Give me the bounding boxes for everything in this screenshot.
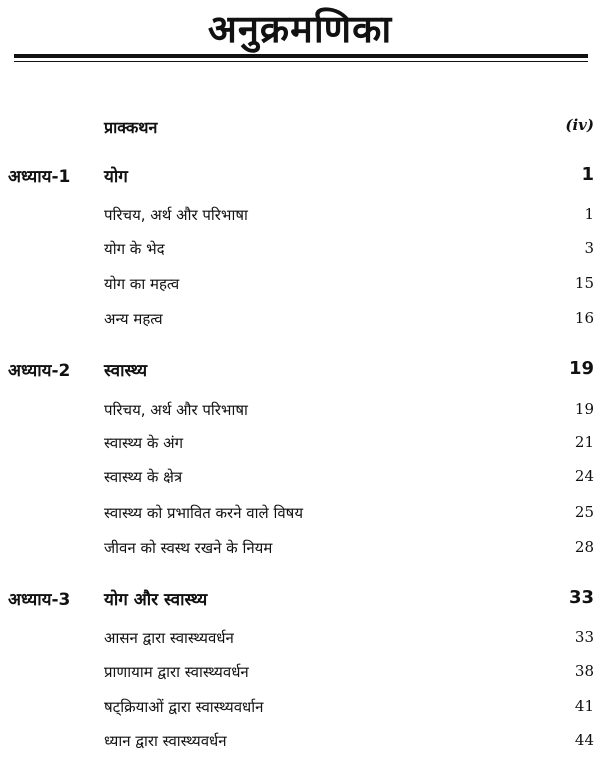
toc-entry-row (0, 433, 600, 463)
toc-chapter-row (0, 587, 600, 617)
toc-chapter-title: स्वास्थ्य (104, 361, 148, 381)
toc-chapter-row (0, 164, 600, 194)
title-rule-thick (14, 54, 588, 58)
toc-chapter-number: अध्याय-1 (8, 167, 71, 187)
toc-entry-label: स्वास्थ्य को प्रभावित करने वाले विषय (104, 504, 304, 522)
toc-entry-page: 41 (574, 697, 594, 715)
toc-entry-label: परिचय, अर्थ और परिभाषा (104, 401, 248, 419)
toc-entry-row (0, 239, 600, 269)
toc-entry-row (0, 274, 600, 304)
toc-chapter-number: अध्याय-3 (8, 590, 71, 610)
toc-chapter-row (0, 358, 600, 388)
toc-entry-row (0, 309, 600, 339)
toc-entry-row (0, 628, 600, 658)
toc-entry-label: स्वास्थ्य के अंग (104, 434, 184, 452)
toc-entry-label: स्वास्थ्य के क्षेत्र (104, 468, 183, 486)
toc-entry-page: 21 (574, 433, 594, 451)
toc-chapter-title: योग (104, 167, 128, 187)
toc-entry-label: प्राणायाम द्वारा स्वास्थ्यवर्धन (104, 663, 249, 681)
toc-entry-page: 19 (574, 400, 594, 418)
toc-entry-page: 38 (574, 662, 594, 680)
toc-entry-row (0, 400, 600, 430)
toc-entry-row (0, 731, 600, 761)
toc-entry-label: योग के भेद (104, 240, 165, 258)
toc-chapter-page: 19 (568, 358, 594, 379)
toc-entry-label: ध्यान द्वारा स्वास्थ्यवर्धन (104, 732, 227, 750)
toc-entry-page: 33 (574, 628, 594, 646)
toc-entry-page: 28 (574, 538, 594, 556)
toc-entry-row (0, 503, 600, 533)
toc-entry-page: 15 (574, 274, 594, 292)
toc-chapter-page: 1 (581, 164, 594, 185)
toc-preface-row (0, 116, 600, 146)
toc-entry-label: जीवन को स्वस्थ रखने के नियम (104, 539, 273, 557)
toc-entry-label: अन्य महत्व (104, 310, 163, 328)
toc-chapter-title: योग और स्वास्थ्य (104, 590, 208, 610)
toc-entry-label: आसन द्वारा स्वास्थ्यवर्धन (104, 629, 234, 647)
toc-entry-page: 25 (574, 503, 594, 521)
toc-entry-page: 16 (574, 309, 594, 327)
toc-entry-label: योग का महत्व (104, 275, 180, 293)
toc-entry-page: 24 (574, 467, 594, 485)
toc-entry-label: परिचय, अर्थ और परिभाषा (104, 206, 248, 224)
toc-entry-row (0, 467, 600, 497)
toc-preface-page: (iv) (565, 116, 594, 134)
toc-entry-row (0, 662, 600, 692)
toc-entry-row (0, 205, 600, 235)
toc-chapter-number: अध्याय-2 (8, 361, 71, 381)
toc-preface-label: प्राक्कथन (104, 118, 158, 137)
toc-entry-page: 1 (584, 205, 594, 223)
toc-entry-page: 44 (574, 731, 594, 749)
toc-chapter-page: 33 (568, 587, 594, 608)
toc-entry-label: षट्क्रियाओं द्वारा स्वास्थ्यवर्धान (104, 698, 264, 716)
toc-entry-row (0, 538, 600, 568)
toc-entry-row (0, 697, 600, 727)
page-title: अनुक्रमणिका (207, 7, 393, 51)
toc-entry-page: 3 (584, 239, 594, 257)
title-rule-thin (14, 61, 588, 62)
